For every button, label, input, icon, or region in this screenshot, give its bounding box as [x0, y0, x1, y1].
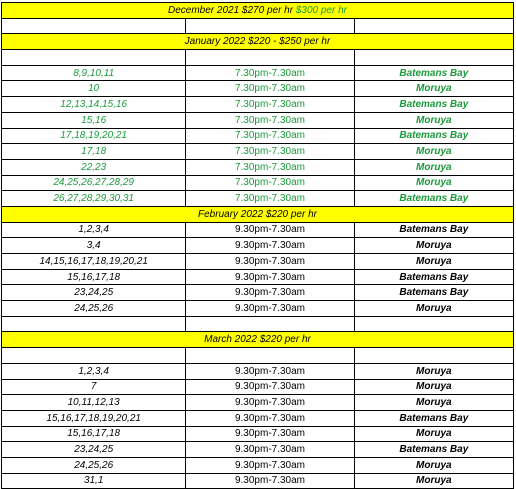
table-row	[2, 238, 514, 254]
month-header-cell[interactable]	[2, 332, 514, 348]
dates-cell[interactable]: 14,15,16,17,18,19,20,21	[2, 254, 186, 270]
time-cell[interactable]: 9.30pm-7.30am	[186, 254, 354, 270]
month-header-label: March 2022 $220 per hr	[204, 334, 311, 346]
dates-cell[interactable]: 24,25,26,27,28,29	[2, 175, 186, 191]
dates-cell[interactable]: 24,25,26	[2, 301, 186, 317]
time-cell[interactable]: 7.30pm-7.30am	[186, 97, 354, 113]
time-cell[interactable]: 7.30pm-7.30am	[186, 128, 354, 144]
location-cell[interactable]: Batemans Bay	[354, 97, 513, 113]
dates-cell[interactable]: 26,27,28,29,30,31	[2, 191, 186, 207]
month-header-cell[interactable]	[2, 206, 514, 222]
month-header-row	[2, 332, 514, 348]
month-header-cell[interactable]	[2, 34, 514, 50]
roster-table-body	[2, 3, 514, 489]
dates-cell[interactable]: 7	[2, 379, 186, 395]
blank-row	[2, 18, 514, 34]
location-cell[interactable]: Moruya	[354, 395, 513, 411]
table-row	[2, 191, 514, 207]
time-cell[interactable]	[186, 316, 354, 332]
time-cell[interactable]: 7.30pm-7.30am	[186, 175, 354, 191]
table-row	[2, 473, 514, 489]
location-cell[interactable]: Moruya	[354, 473, 513, 489]
month-header-alt-price: $300 per hr	[295, 4, 347, 16]
location-cell[interactable]: Batemans Bay	[354, 269, 513, 285]
empty-cell[interactable]	[2, 50, 186, 66]
location-cell[interactable]	[354, 316, 513, 332]
dates-cell[interactable]: 15,16,17,18,19,20,21	[2, 410, 186, 426]
dates-cell[interactable]	[2, 316, 186, 332]
time-cell[interactable]: 9.30pm-7.30am	[186, 395, 354, 411]
table-row	[2, 97, 514, 113]
dates-cell[interactable]: 22,23	[2, 159, 186, 175]
table-row	[2, 379, 514, 395]
table-row	[2, 363, 514, 379]
table-row	[2, 426, 514, 442]
empty-cell[interactable]	[354, 18, 513, 34]
location-cell[interactable]: Moruya	[354, 175, 513, 191]
dates-cell[interactable]: 1,2,3,4	[2, 363, 186, 379]
table-row	[2, 144, 514, 160]
dates-cell[interactable]: 1,2,3,4	[2, 222, 186, 238]
time-cell[interactable]: 9.30pm-7.30am	[186, 238, 354, 254]
month-header-row	[2, 34, 514, 50]
location-cell[interactable]: Moruya	[354, 238, 513, 254]
spreadsheet	[0, 2, 516, 487]
location-cell[interactable]: Moruya	[354, 363, 513, 379]
table-row	[2, 128, 514, 144]
time-cell[interactable]: 9.30pm-7.30am	[186, 410, 354, 426]
table-row	[2, 442, 514, 458]
dates-cell[interactable]: 31,1	[2, 473, 186, 489]
dates-cell[interactable]: 15,16,17,18	[2, 426, 186, 442]
roster-table	[1, 2, 514, 489]
dates-cell[interactable]: 3,4	[2, 238, 186, 254]
empty-cell[interactable]	[186, 348, 354, 364]
table-row	[2, 301, 514, 317]
location-cell[interactable]: Moruya	[354, 301, 513, 317]
time-cell[interactable]: 7.30pm-7.30am	[186, 159, 354, 175]
time-cell[interactable]: 9.30pm-7.30am	[186, 269, 354, 285]
month-header-label: January 2022 $220 - $250 per hr	[184, 36, 331, 48]
location-cell[interactable]: Moruya	[354, 159, 513, 175]
table-row	[2, 457, 514, 473]
table-row	[2, 112, 514, 128]
time-cell[interactable]: 7.30pm-7.30am	[186, 191, 354, 207]
dates-cell[interactable]: 17,18	[2, 144, 186, 160]
location-cell[interactable]: Batemans Bay	[354, 442, 513, 458]
empty-cell[interactable]	[354, 50, 513, 66]
location-cell[interactable]: Moruya	[354, 457, 513, 473]
empty-cell[interactable]	[2, 18, 186, 34]
time-cell[interactable]: 9.30pm-7.30am	[186, 457, 354, 473]
time-cell[interactable]: 9.30pm-7.30am	[186, 363, 354, 379]
location-cell[interactable]: Moruya	[354, 81, 513, 97]
table-row	[2, 316, 514, 332]
time-cell[interactable]: 9.30pm-7.30am	[186, 473, 354, 489]
time-cell[interactable]: 9.30pm-7.30am	[186, 442, 354, 458]
location-cell[interactable]: Moruya	[354, 426, 513, 442]
location-cell[interactable]: Moruya	[354, 379, 513, 395]
location-cell[interactable]: Batemans Bay	[354, 128, 513, 144]
blank-row	[2, 348, 514, 364]
dates-cell[interactable]: 8,9,10,11	[2, 65, 186, 81]
location-cell[interactable]: Batemans Bay	[354, 285, 513, 301]
table-row	[2, 410, 514, 426]
dates-cell[interactable]: 10	[2, 81, 186, 97]
empty-cell[interactable]	[186, 18, 354, 34]
dates-cell[interactable]: 15,16,17,18	[2, 269, 186, 285]
empty-cell[interactable]	[2, 348, 186, 364]
month-header-label: February 2022 $220 per hr	[198, 208, 317, 220]
empty-cell[interactable]	[186, 50, 354, 66]
dates-cell[interactable]: 10,11,12,13	[2, 395, 186, 411]
table-row	[2, 81, 514, 97]
location-cell[interactable]: Moruya	[354, 144, 513, 160]
time-cell[interactable]: 9.30pm-7.30am	[186, 285, 354, 301]
time-cell[interactable]: 9.30pm-7.30am	[186, 379, 354, 395]
month-header-row	[2, 3, 514, 19]
table-row	[2, 65, 514, 81]
dates-cell[interactable]: 23,24,25	[2, 285, 186, 301]
dates-cell[interactable]: 23,24,25	[2, 442, 186, 458]
blank-row	[2, 50, 514, 66]
time-cell[interactable]: 9.30pm-7.30am	[186, 222, 354, 238]
month-header-cell[interactable]	[2, 3, 514, 19]
empty-cell[interactable]	[354, 348, 513, 364]
dates-cell[interactable]: 12,13,14,15,16	[2, 97, 186, 113]
location-cell[interactable]: Batemans Bay	[354, 222, 513, 238]
time-cell[interactable]: 7.30pm-7.30am	[186, 112, 354, 128]
table-row	[2, 285, 514, 301]
time-cell[interactable]: 9.30pm-7.30am	[186, 301, 354, 317]
table-row	[2, 395, 514, 411]
location-cell[interactable]: Batemans Bay	[354, 191, 513, 207]
time-cell[interactable]: 9.30pm-7.30am	[186, 426, 354, 442]
location-cell[interactable]: Moruya	[354, 254, 513, 270]
table-row	[2, 222, 514, 238]
table-row	[2, 269, 514, 285]
month-header-label: December 2021 $270 per hr	[167, 4, 296, 16]
location-cell[interactable]: Moruya	[354, 112, 513, 128]
time-cell[interactable]: 7.30pm-7.30am	[186, 144, 354, 160]
table-row	[2, 175, 514, 191]
time-cell[interactable]: 7.30pm-7.30am	[186, 81, 354, 97]
dates-cell[interactable]: 24,25,26	[2, 457, 186, 473]
location-cell[interactable]: Batemans Bay	[354, 65, 513, 81]
location-cell[interactable]: Batemans Bay	[354, 410, 513, 426]
dates-cell[interactable]: 15,16	[2, 112, 186, 128]
time-cell[interactable]: 7.30pm-7.30am	[186, 65, 354, 81]
table-row	[2, 159, 514, 175]
month-header-row	[2, 206, 514, 222]
dates-cell[interactable]: 17,18,19,20,21	[2, 128, 186, 144]
table-row	[2, 254, 514, 270]
